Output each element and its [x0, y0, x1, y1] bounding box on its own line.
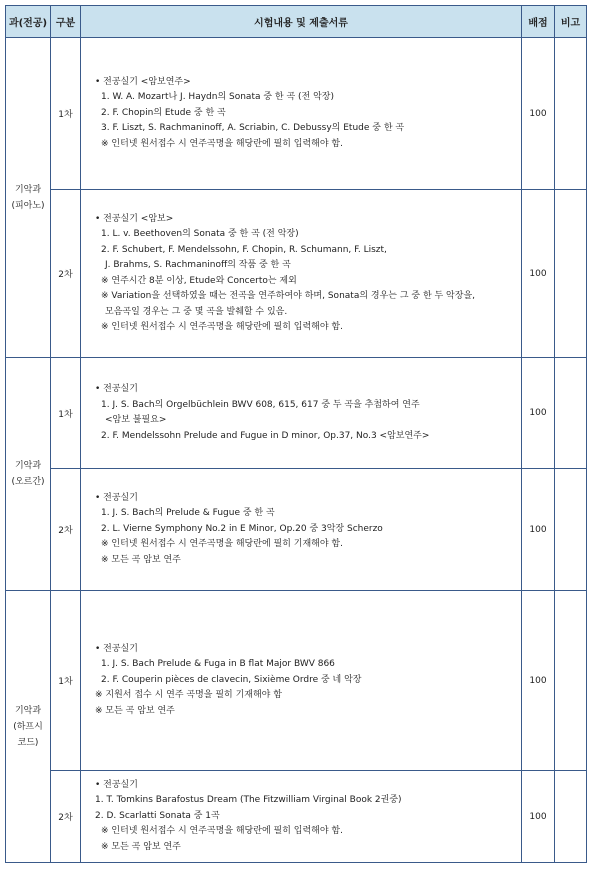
content-line: ※ 지원서 접수 시 연주 곡명을 필히 기재해야 함 — [95, 690, 282, 701]
note-cell — [555, 591, 587, 771]
content-line: ※ 모든 곡 암보 연주 — [101, 554, 181, 565]
content-line: • 전공실기 <암보> — [95, 213, 174, 224]
table-row — [6, 38, 587, 190]
dept-line: 기악과 — [14, 184, 42, 195]
header-round: 구분 — [51, 6, 81, 38]
dept-line: (하프시 — [13, 721, 43, 732]
content-line: 2. D. Scarlatti Sonata 중 1곡 — [95, 810, 220, 821]
note-cell — [555, 190, 587, 358]
round-cell: 1차 — [51, 591, 81, 771]
round-cell: 2차 — [51, 190, 81, 358]
score-cell: 100 — [522, 38, 555, 190]
table-row — [6, 190, 587, 358]
content-line: ※ 인터넷 원서접수 시 연주곡명을 해당란에 필히 입력해야 함. — [101, 322, 343, 332]
dept-line: (오르간) — [11, 477, 45, 487]
header-content: 시험내용 및 제출서류 — [81, 6, 522, 38]
content-cell — [81, 591, 522, 771]
content-cell — [81, 190, 522, 358]
content-cell — [81, 469, 522, 591]
dept-cell — [6, 358, 51, 591]
content-line: ※ 연주시간 8분 이상, Etude와 Concerto는 제외 — [101, 275, 297, 286]
content-line: 1. J. S. Bach Prelude & Fuga in B flat Major BWV 866 — [101, 659, 335, 670]
score-cell: 100 — [522, 771, 555, 863]
content-line: 1. J. S. Bach의 Orgelbüchlein BWV 608, 615, 617 중 두 곡을 추첨하여 연주 — [101, 399, 420, 410]
content-line: 1. T. Tomkins Barafostus Dream (The Fitzwilliam Virginal Book 2권중) — [95, 795, 402, 806]
score-cell: 100 — [522, 190, 555, 358]
content-line: 2. L. Vierne Symphony No.2 in E Minor, Op.20 중 3악장 Scherzo — [101, 523, 383, 534]
dept-line: 기악과 — [14, 705, 42, 716]
content-line: 2. F. Mendelssohn Prelude and Fugue in D minor, Op.37, No.3 <암보연주> — [101, 430, 430, 441]
table-row — [6, 771, 587, 863]
content-line: 3. F. Liszt, S. Rachmaninoff, A. Scriabin, C. Debussy의 Etude 중 한 곡 — [101, 123, 405, 134]
table-body — [6, 38, 587, 863]
content-line: ※ 모든 곡 암보 연주 — [101, 841, 181, 852]
content-line: J. Brahms, S. Rachmaninoff의 작품 중 한 곡 — [105, 260, 291, 270]
dept-line: 코드) — [17, 737, 39, 748]
content-line: ※ 인터넷 원서접수 시 연주곡명을 해당란에 필히 입력해야 함. — [101, 138, 343, 149]
note-cell — [555, 38, 587, 190]
round-cell: 2차 — [51, 771, 81, 863]
exam-table — [5, 5, 587, 863]
content-line: 모음곡일 경우는 그 중 몇 곡을 발췌할 수 있음. — [105, 306, 288, 317]
content-line: • 전공실기 — [95, 492, 138, 503]
note-cell — [555, 469, 587, 591]
dept-cell — [6, 38, 51, 358]
content-line: • 전공실기 — [95, 643, 138, 654]
content-line: ※ 모든 곡 암보 연주 — [95, 705, 175, 716]
dept-line: (피아노) — [11, 200, 45, 211]
content-line: ※ 인터넷 원서접수 시 연주곡명을 해당란에 필히 입력해야 함. — [101, 826, 343, 837]
content-line: 2. F. Chopin의 Etude 중 한 곡 — [101, 107, 226, 118]
content-cell — [81, 38, 522, 190]
dept-line: 기악과 — [14, 461, 42, 471]
header-note: 비고 — [555, 6, 587, 38]
table-row — [6, 469, 587, 591]
content-line: 1. W. A. Mozart나 J. Haydn의 Sonata 중 한 곡 (전 악장) — [101, 92, 334, 103]
round-cell: 1차 — [51, 358, 81, 469]
content-line: 1. J. S. Bach의 Prelude & Fugue 중 한 곡 — [101, 508, 275, 519]
content-line: 2. F. Schubert, F. Mendelssohn, F. Chopin, R. Schumann, F. Liszt, — [101, 244, 387, 255]
header-row — [6, 6, 587, 38]
score-cell: 100 — [522, 358, 555, 469]
content-line: • 전공실기 — [95, 779, 138, 790]
score-cell: 100 — [522, 591, 555, 771]
dept-cell — [6, 591, 51, 863]
content-line: <암보 불필요> — [105, 415, 167, 425]
table-row — [6, 591, 587, 771]
content-cell — [81, 358, 522, 469]
score-cell: 100 — [522, 469, 555, 591]
header-dept: 과(전공) — [6, 6, 51, 38]
content-line: ※ Variation을 선택하였을 때는 전곡을 연주하여야 하며, Sonata의 경우는 그 중 한 두 악장을, — [101, 291, 475, 301]
header-score: 배점 — [522, 6, 555, 38]
round-cell: 2차 — [51, 469, 81, 591]
round-cell: 1차 — [51, 38, 81, 190]
note-cell — [555, 771, 587, 863]
content-line: ※ 인터넷 원서접수 시 연주곡명을 해당란에 필히 기재해야 함. — [101, 539, 343, 550]
table-row — [6, 358, 587, 469]
note-cell — [555, 358, 587, 469]
content-line: • 전공실기 — [95, 384, 138, 394]
content-line: 2. F. Couperin pièces de clavecin, Sixième Ordre 중 네 악장 — [101, 674, 362, 685]
content-line: 1. L. v. Beethoven의 Sonata 중 한 곡 (전 악장) — [101, 229, 299, 239]
content-line: • 전공실기 <암보연주> — [95, 76, 191, 87]
content-cell — [81, 771, 522, 863]
